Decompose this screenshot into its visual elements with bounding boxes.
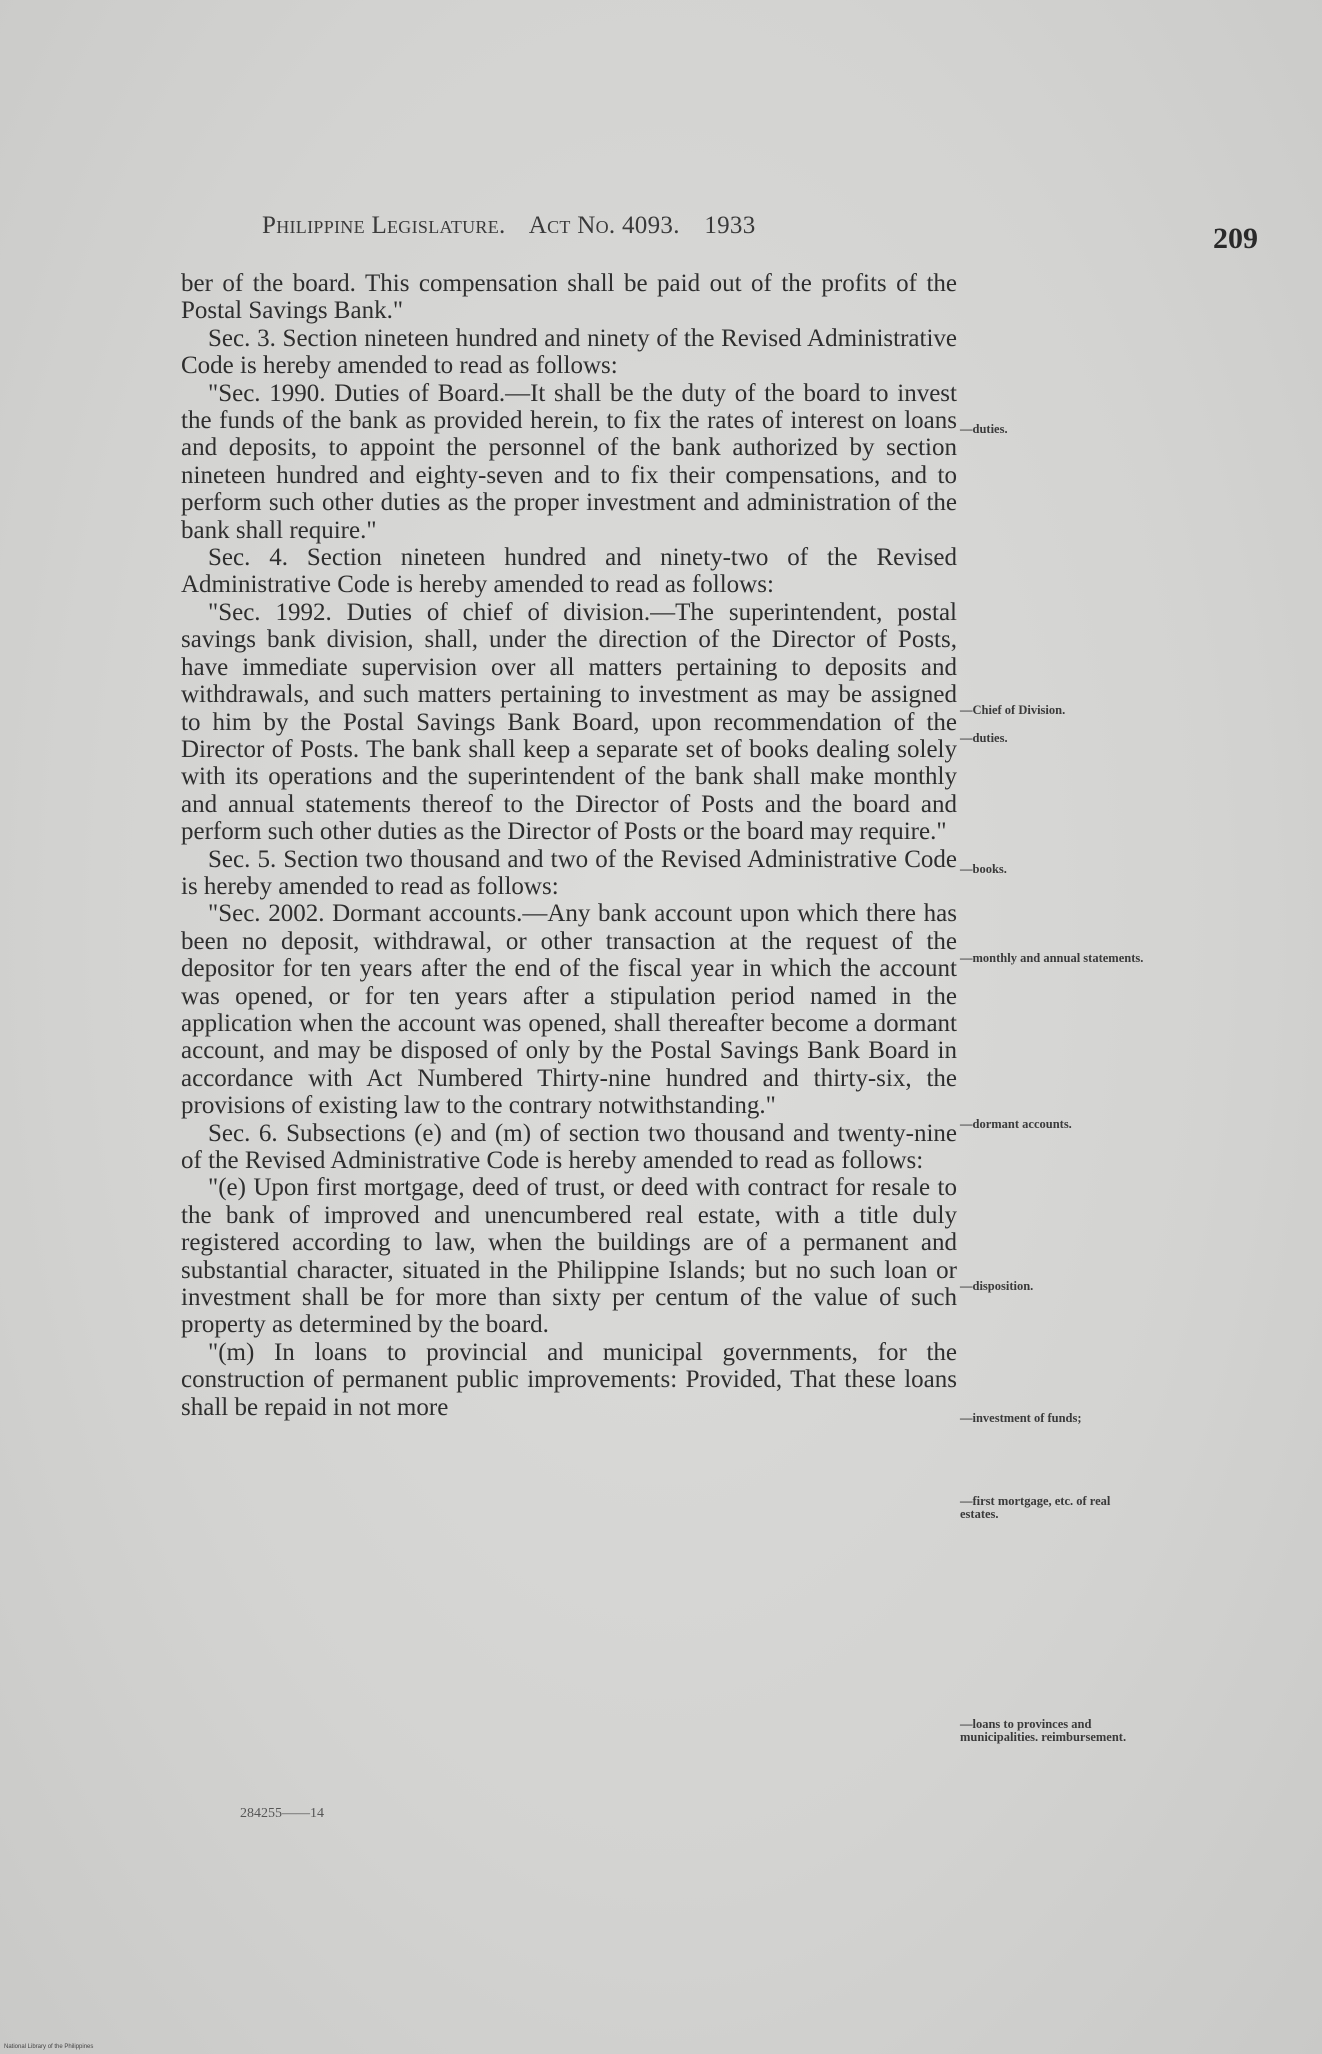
paragraph: "(m) In loans to provincial and municipal governments, for the construction of permanent public improvements: Provided, That these loans shall be repaid in not more [181,1338,957,1421]
running-header [262,212,902,240]
margin-note: —first mortgage, etc. of real estates. [960,1494,1111,1521]
margin-note: —disposition. [960,1279,1034,1293]
margin-note: —books. [960,862,1007,876]
margin-note: —monthly and annual statements. [960,951,1144,965]
body-text [181,270,957,1421]
paragraph: Sec. 3. Section nineteen hundred and ninety of the Revised Administrative Code is hereby amended to read as follows: [181,324,957,380]
header-legislature: Philippine Legislature. [262,212,506,239]
scan-credit: National Library of the Philippines [4,2044,94,2050]
paragraph: "Sec. 2002. Dormant accounts.—Any bank account upon which there has been no deposit, withdrawal, or other transaction at the request of the depositor for ten years after the end of the fiscal year in which the account was opened, or for ten years after a stipulation period named in the application when the account was opened, shall thereafter become a dormant account, and may be disposed of only by the Postal Savings Bank Board in accordance with Act Numbered Thirty-nine hundred and thirty-six, the provisions of existing law to the contrary notwithstanding." [181,900,957,1120]
margin-note: —investment of funds; [960,1411,1082,1425]
paragraph: Sec. 6. Subsections (e) and (m) of section two thousand and twenty-nine of the Revised Administrative Code is hereby amended to read as follows: [181,1119,957,1174]
paragraph: Sec. 4. Section nineteen hundred and ninety-two of the Revised Administrative Code is hereby amended to read as follows: [181,544,957,599]
paragraph: "Sec. 1990. Duties of Board.—It shall be the duty of the board to invest the funds of the bank as provided herein, to fix the rates of interest on loans and deposits, to appoint the personnel of the bank authorized by section nineteen hundred and eighty-seven and to fix their compensations, and to perform such other duties as the proper investment and administration of the bank shall require." [181,379,957,544]
margin-note: —duties. [960,731,1008,745]
page-number: 209 [1213,222,1258,255]
paragraph: "Sec. 1992. Duties of chief of division.—The superintendent, postal savings bank division, shall, under the direction of the Director of Posts, have immediate supervision over all matters pertaining to deposits and withdrawals, and such matters pertaining to investment as may be assigned to him by the Postal Savings Bank Board, upon recommendation of the Director of Posts. The bank shall keep a separate set of books dealing solely with its operations and the superintendent of the bank shall make monthly and annual statements thereof to the Director of Posts and the board and perform such other duties as the Director of Posts or the board may require." [181,598,957,846]
margin-note: —loans to provinces and municipalities. reimbursement. [960,1717,1127,1744]
margin-note: —Chief of Division. [960,703,1066,717]
margin-note: —dormant accounts. [960,1117,1072,1131]
margin-note: —duties. [960,422,1008,436]
header-act: Act No. 4093. [528,212,680,239]
paragraph: "(e) Upon first mortgage, deed of trust, or deed with contract for resale to the bank of improved and unencumbered real estate, with a title duly registered according to law, when the buildings are of a permanent and substantial character, situated in the Philippine Islands; but no such loan or investment shall be for more than sixty per centum of the value of such property as determined by the board. [181,1174,957,1339]
paragraph: ber of the board. This compensation shall be paid out of the profits of the Postal Savings Bank." [181,270,957,325]
header-year: 1933 [704,212,756,239]
printer-code: 284255——14 [240,1806,324,1821]
paragraph: Sec. 5. Section two thousand and two of the Revised Administrative Code is hereby amended to read as follows: [181,845,957,900]
